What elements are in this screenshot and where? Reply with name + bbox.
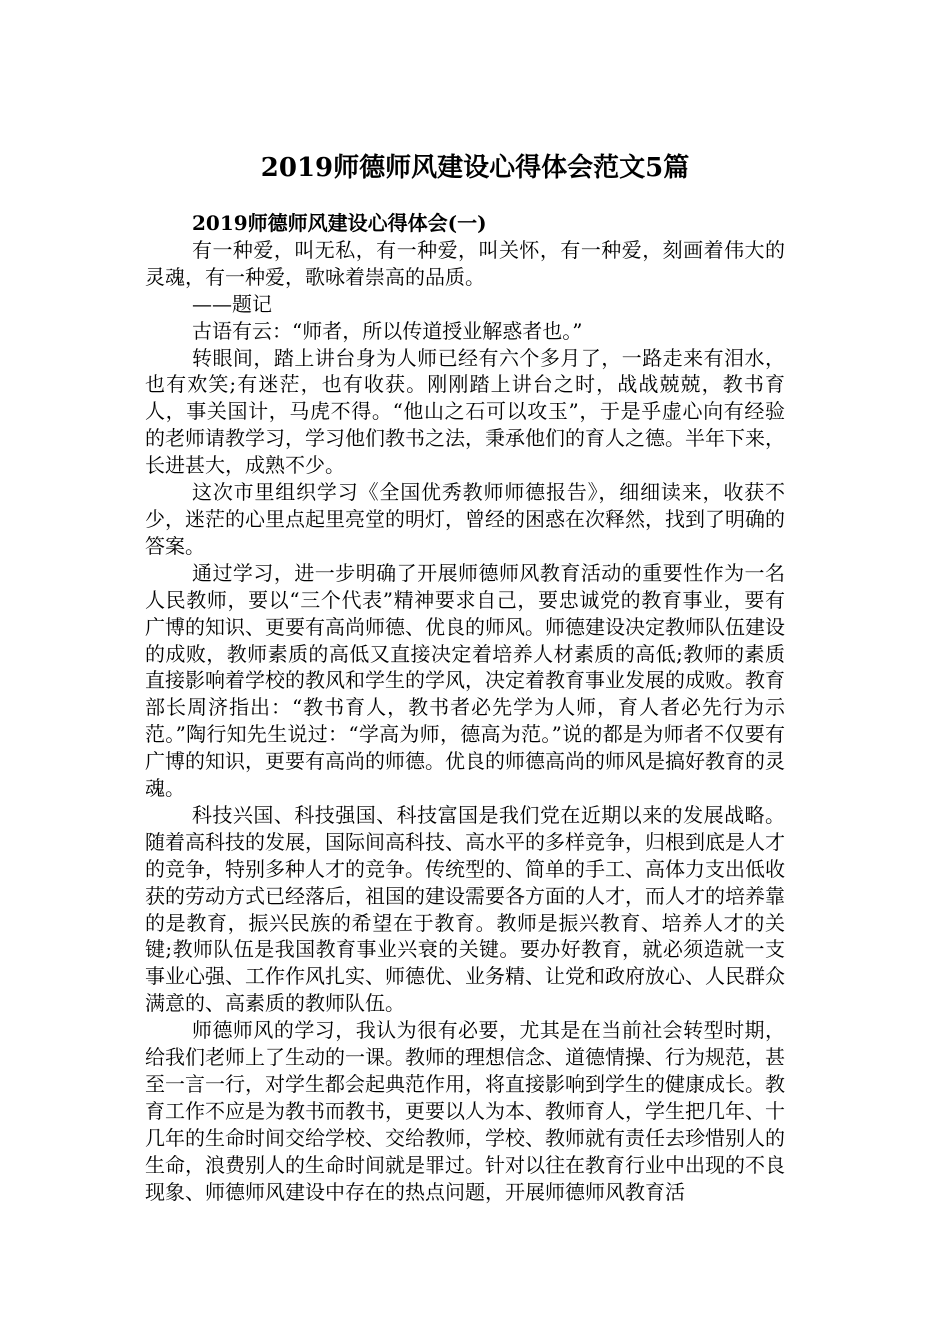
document-body bbox=[145, 210, 785, 1206]
paragraph-epigraph: ——题记 bbox=[192, 291, 272, 316]
paragraph-intro: 有一种爱，叫无私，有一种爱，叫关怀，有一种爱，刻画着伟大的灵魂，有一种爱，歌咏着崇高的品质。 bbox=[145, 237, 785, 289]
paragraph-quote: 古语有云：“师者，所以传道授业解惑者也。” bbox=[192, 318, 583, 343]
paragraph: 这次市里组织学习《全国优秀教师师德报告》，细细读来，收获不少，迷茫的心里点起里亮堂的明灯，曾经的困惑在次释然，找到了明确的答案。 bbox=[145, 480, 785, 558]
paragraph: 转眼间，踏上讲台身为人师已经有六个多月了，一路走来有泪水， 也有欢笑;有迷茫，也有收获。刚刚踏上讲台之时，战战兢兢，教书育人，事关国计，马虎不得。“他山之石可以攻玉”，于是乎虚心向有经验的老师请教学习，学习他们教书之法，秉承他们的育人之德。半年下来，长进甚大，成熟不少。 bbox=[145, 345, 785, 478]
section-heading: 2019师德师风建设心得体会(一) bbox=[192, 211, 487, 235]
document-title: 2019师德师风建设心得体会范文5篇 bbox=[260, 153, 690, 183]
paragraph: 师德师风的学习，我认为很有必要，尤其是在当前社会转型时期，给我们老师上了生动的一课。教师的理想信念、道德情操、行为规范，甚至一言一行，对学生都会起典范作用，将直接影响到学生的健康成长。教育工作不应是为教书而教书，更要以人为本、教师育人，学生把几年、十几年的生命时间交给学校、交给教师，学校、教师就有责任去珍惜别人的生命，浪费别人的生命时间就是罪过。针对以往在教育行业中出现的不良现象、师德师风建设中存在的热点问题，开展师德师风教育活 bbox=[145, 1018, 785, 1204]
paragraph: 通过学习，进一步明确了开展师德师风教育活动的重要性作为一名人民教师，要以“三个代表”精神要求自己，要忠诚党的教育事业，要有广博的知识、更要有高尚师德、优良的师风。师德建设决定教师队伍建设的成败，教师素质的高低又直接决定着培养人材素质的高低;教师的素质直接影响着学校的教风和学生的学风，决定着教育事业发展的成败。教育部长周济指出：“教书育人，教书者必先学为人师，育人者必先行为示范。”陶行知先生说过：“学高为师，德高为范。”说的都是为师者不仅要有广博的知识，更要有高尚的师德。优良的师德高尚的师风是搞好教育的灵魂。 bbox=[145, 560, 785, 801]
paragraph: 科技兴国、科技强国、科技富国是我们党在近期以来的发展战略。随着高科技的发展，国际间高科技、高水平的多样竞争，归根到底是人才的竞争，特别多种人才的竞争。传统型的、简单的手工、高体力支出低收获的劳动方式已经落后，祖国的建设需要各方面的人才，而人才的培养靠的是教育，振兴民族的希望在于教育。教师是振兴教育、培养人才的关键;教师队伍是我国教育事业兴衰的关键。要办好教育，就必须造就一支事业心强、工作作风扎实、师德优、业务精、让党和政府放心、人民群众满意的、高素质的教师队伍。 bbox=[145, 802, 785, 1016]
